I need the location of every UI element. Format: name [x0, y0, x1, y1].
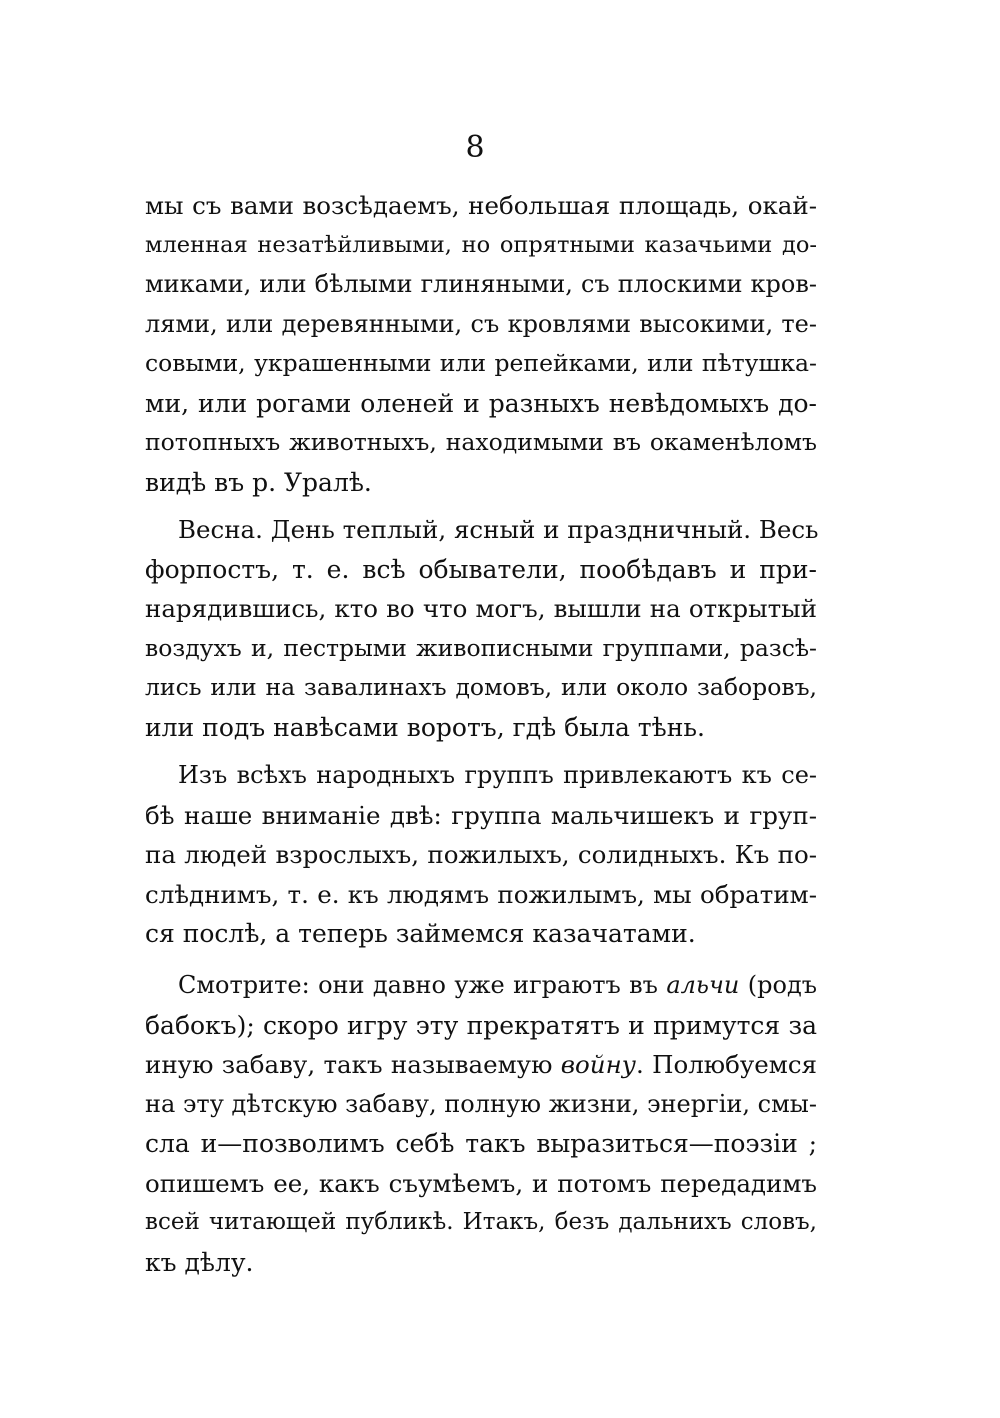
text-line: бабокъ); скоро игру эту прекратятъ и примутся за [145, 1010, 817, 1040]
text-line: мы съ вами возсѣдаемъ, небольшая площадь, окай- [145, 191, 817, 220]
italic-term: альчи [666, 971, 740, 999]
text-run: . Полюбуемся [635, 1050, 818, 1079]
text-line: совыми, украшенными или репейками, или пѣтушка- [145, 349, 817, 377]
text-line: лись или на завалинахъ домовъ, или около заборовъ, [145, 673, 817, 701]
text-line: миками, или бѣлыми глиняными, съ плоскими кров- [145, 270, 817, 298]
text-line [145, 1045, 817, 1085]
text-line: воздухъ и, пестрыми живописными группами, разсѣ- [145, 633, 817, 662]
text-line: мленная незатѣйливыми, но опрятными казачьими до- [145, 231, 817, 258]
text-run: Смотрите: они давно уже играютъ въ [178, 971, 667, 999]
text-line: форпостъ, т. е. всѣ обыватели, пообѣдавъ и при- [145, 554, 817, 584]
text-line: слѣднимъ, т. е. къ людямъ пожилымъ, мы обратим- [145, 879, 817, 909]
text-line: или подъ навѣсами воротъ, гдѣ была тѣнь. [145, 712, 705, 742]
paragraph-4 [145, 966, 817, 1282]
paragraph-3 [145, 756, 817, 954]
text-line: къ дѣлу. [145, 1247, 254, 1277]
text-line: потопныхъ животныхъ, находимыми въ окаменѣломъ [145, 428, 817, 456]
text-line: сла и—позволимъ себѣ такъ выразиться—поэзіи ; [145, 1129, 817, 1158]
text-line: ми, или рогами оленей и разныхъ невѣдомыхъ до- [145, 388, 817, 418]
text-line: лями, или деревянными, съ кровлями высокими, те- [145, 309, 817, 338]
page-number: 8 [465, 130, 485, 165]
text-line: Изъ всѣхъ народныхъ группъ привлекаютъ къ се- [178, 761, 817, 789]
text-line: всей читающей публикѣ. Итакъ, безъ дальнихъ словъ, [145, 1209, 817, 1235]
italic-term: войну [560, 1050, 636, 1079]
text-line: бѣ наше вниманіе двѣ: группа мальчишекъ и груп- [145, 800, 817, 830]
text-line: Весна. День теплый, ясный и праздничный. Весь [178, 515, 819, 544]
text-line [145, 966, 817, 1006]
text-line: видѣ въ р. Уралѣ. [145, 467, 372, 497]
paragraph-1 [145, 186, 817, 502]
text-run: иную забаву, такъ называемую [145, 1050, 561, 1079]
text-line: нарядившись, кто во что могъ, вышли на открытый [145, 594, 817, 623]
text-run: (родъ [739, 971, 817, 999]
paragraph-2 [145, 510, 817, 747]
text-line: опишемъ ее, какъ съумѣемъ, и потомъ передадимъ [145, 1168, 817, 1198]
text-line: па людей взрослыхъ, пожилыхъ, солидныхъ. Къ по- [145, 840, 817, 869]
text-line: на эту дѣтскую забаву, полную жизни, энергіи, смы- [145, 1089, 817, 1118]
text-line: ся послѣ, а теперь займемся казачатами. [145, 919, 696, 948]
